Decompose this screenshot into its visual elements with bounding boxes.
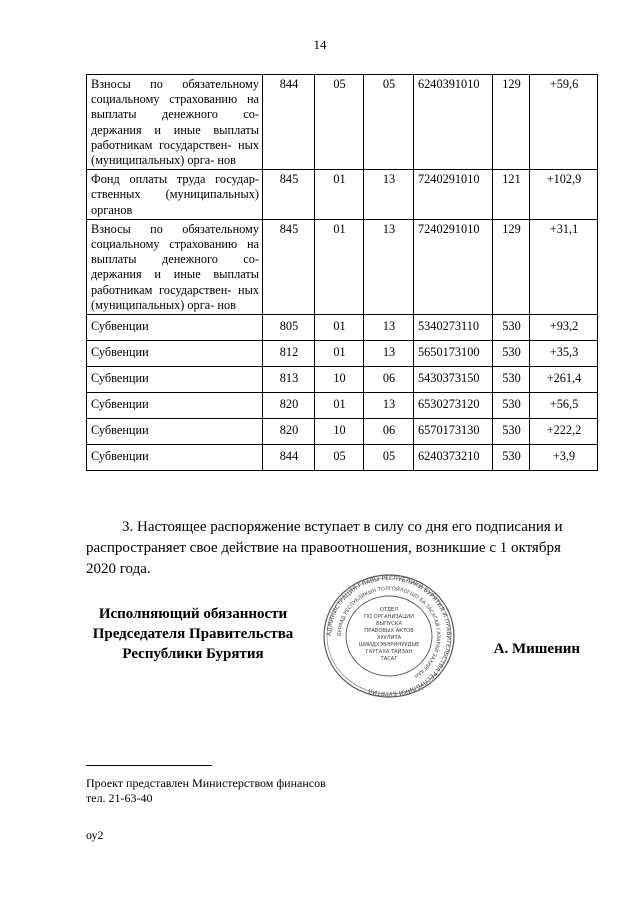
row-subsection: 13 <box>364 341 414 367</box>
row-name: Субвенции <box>87 445 263 471</box>
row-article: 6530273120 <box>414 393 493 419</box>
row-subsection: 13 <box>364 315 414 341</box>
row-section: 05 <box>315 445 364 471</box>
row-section: 01 <box>315 341 364 367</box>
row-code: 813 <box>263 367 315 393</box>
row-name: Взносы по обязательному социальному страхованию на выплаты денежного со- держания и иные выплаты работникам государствен- ных (муниципальных) орга- нов <box>87 219 263 314</box>
row-name: Субвенции <box>87 341 263 367</box>
table-row <box>87 170 598 220</box>
row-expense-type: 121 <box>493 170 530 220</box>
seal-outer-ring-text: АДМИНИСТРАЦИЯ ГЛАВЫ РЕСПУБЛИКИ БУРЯТИЯ И ПРАВИТЕЛЬСТВА РЕСПУБЛИКИ БУРЯТИЯ <box>325 574 453 698</box>
row-code: 812 <box>263 341 315 367</box>
signer-title-line-3: Республики Бурятия <box>122 646 264 662</box>
row-expense-type: 530 <box>493 341 530 367</box>
row-name: Субвенции <box>87 393 263 419</box>
row-name: Фонд оплаты труда государ- ственных (муниципальных) органов <box>87 170 263 220</box>
row-amount: +222,2 <box>530 419 598 445</box>
seal-inner-ring-text: БУРЯАД РЕСПУБЛИКЫН ТОЛГОЙЛОГШО БА ЗАСАГАЙ ГАЗАРАЙ ЗАХИРГААН <box>336 585 442 679</box>
table-row <box>87 75 598 170</box>
row-article: 5340273110 <box>414 315 493 341</box>
row-expense-type: 129 <box>493 75 530 170</box>
row-article: 7240291010 <box>414 219 493 314</box>
row-subsection: 13 <box>364 219 414 314</box>
seal-center-line: ВЫПУСКА <box>375 621 403 627</box>
table-row <box>87 393 598 419</box>
footnote-line-2: тел. 21-63-40 <box>86 791 153 805</box>
row-section: 01 <box>315 393 364 419</box>
row-section: 05 <box>315 75 364 170</box>
row-article: 6240373210 <box>414 445 493 471</box>
row-expense-type: 530 <box>493 445 530 471</box>
page-number: 14 <box>313 37 327 52</box>
table-row <box>87 445 598 471</box>
table-row <box>87 219 598 314</box>
row-expense-type: 530 <box>493 393 530 419</box>
row-code: 820 <box>263 419 315 445</box>
row-amount: +35,3 <box>530 341 598 367</box>
seal-center-line: ПО ОРГАНИЗАЦИИ <box>363 614 415 620</box>
footnote-line-1: Проект представлен Министерством финансов <box>86 776 326 790</box>
signer-title-line-1: Исполняющий обязанности <box>98 606 288 622</box>
row-section: 10 <box>315 419 364 445</box>
row-name: Субвенции <box>87 367 263 393</box>
clause-line-1: 3. Настоящее распоряжение вступает в силу со дня его подписания и <box>122 519 563 535</box>
footnote-divider <box>86 765 212 766</box>
clause-line-2: распространяет свое действие на правоотношения, возникшие с 1 октября <box>86 540 561 556</box>
row-code: 820 <box>263 393 315 419</box>
footnote <box>86 776 486 806</box>
row-name: Взносы по обязательному социальному страхованию на выплаты денежного со- держания и иные выплаты работникам государствен- ных (муниципальных) орга- нов <box>87 75 263 170</box>
row-subsection: 06 <box>364 419 414 445</box>
row-subsection: 05 <box>364 445 414 471</box>
signer-title-line-2: Председателя Правительства <box>92 626 294 642</box>
row-amount: +59,6 <box>530 75 598 170</box>
clause-line-3: 2020 года. <box>86 561 151 577</box>
row-subsection: 13 <box>364 170 414 220</box>
row-section: 01 <box>315 219 364 314</box>
row-name: Субвенции <box>87 419 263 445</box>
row-subsection: 06 <box>364 367 414 393</box>
row-amount: +261,4 <box>530 367 598 393</box>
row-article: 7240291010 <box>414 170 493 220</box>
row-section: 01 <box>315 315 364 341</box>
row-amount: +102,9 <box>530 170 598 220</box>
table-row <box>87 419 598 445</box>
seal-center-line: ПРАВОВЫХ АКТОВ <box>364 628 414 634</box>
row-expense-type: 530 <box>493 315 530 341</box>
row-amount: +31,1 <box>530 219 598 314</box>
row-subsection: 05 <box>364 75 414 170</box>
row-article: 5430373150 <box>414 367 493 393</box>
row-article: 6570173130 <box>414 419 493 445</box>
document-code-mark: оу2 <box>86 828 104 842</box>
signer-name: А. Мишенин <box>493 641 580 657</box>
row-article: 6240391010 <box>414 75 493 170</box>
budget-changes-table <box>86 74 598 471</box>
seal-center-line: ХУУЛИТА <box>376 635 402 641</box>
row-expense-type: 530 <box>493 419 530 445</box>
table-row <box>87 367 598 393</box>
row-code: 845 <box>263 170 315 220</box>
row-section: 01 <box>315 170 364 220</box>
row-amount: +56,5 <box>530 393 598 419</box>
seal-center-line: ТАСАГ <box>380 656 398 662</box>
row-expense-type: 530 <box>493 367 530 393</box>
official-seal <box>310 573 468 699</box>
effective-date-clause <box>86 517 579 580</box>
seal-center-line: ШИИДХЭБЭРИНУУДЫЕ <box>358 642 420 648</box>
row-code: 805 <box>263 315 315 341</box>
row-amount: +93,2 <box>530 315 598 341</box>
row-expense-type: 129 <box>493 219 530 314</box>
row-code: 844 <box>263 75 315 170</box>
row-section: 10 <box>315 367 364 393</box>
seal-center-line: ГАРГАХА ТАЙЗАН <box>365 649 413 655</box>
table-row <box>87 341 598 367</box>
signer-title <box>86 604 300 664</box>
seal-center-line: ОТДЕЛ <box>379 607 399 613</box>
row-name: Субвенции <box>87 315 263 341</box>
row-code: 844 <box>263 445 315 471</box>
row-article: 5650173100 <box>414 341 493 367</box>
row-subsection: 13 <box>364 393 414 419</box>
table-row <box>87 315 598 341</box>
row-code: 845 <box>263 219 315 314</box>
row-amount: +3,9 <box>530 445 598 471</box>
